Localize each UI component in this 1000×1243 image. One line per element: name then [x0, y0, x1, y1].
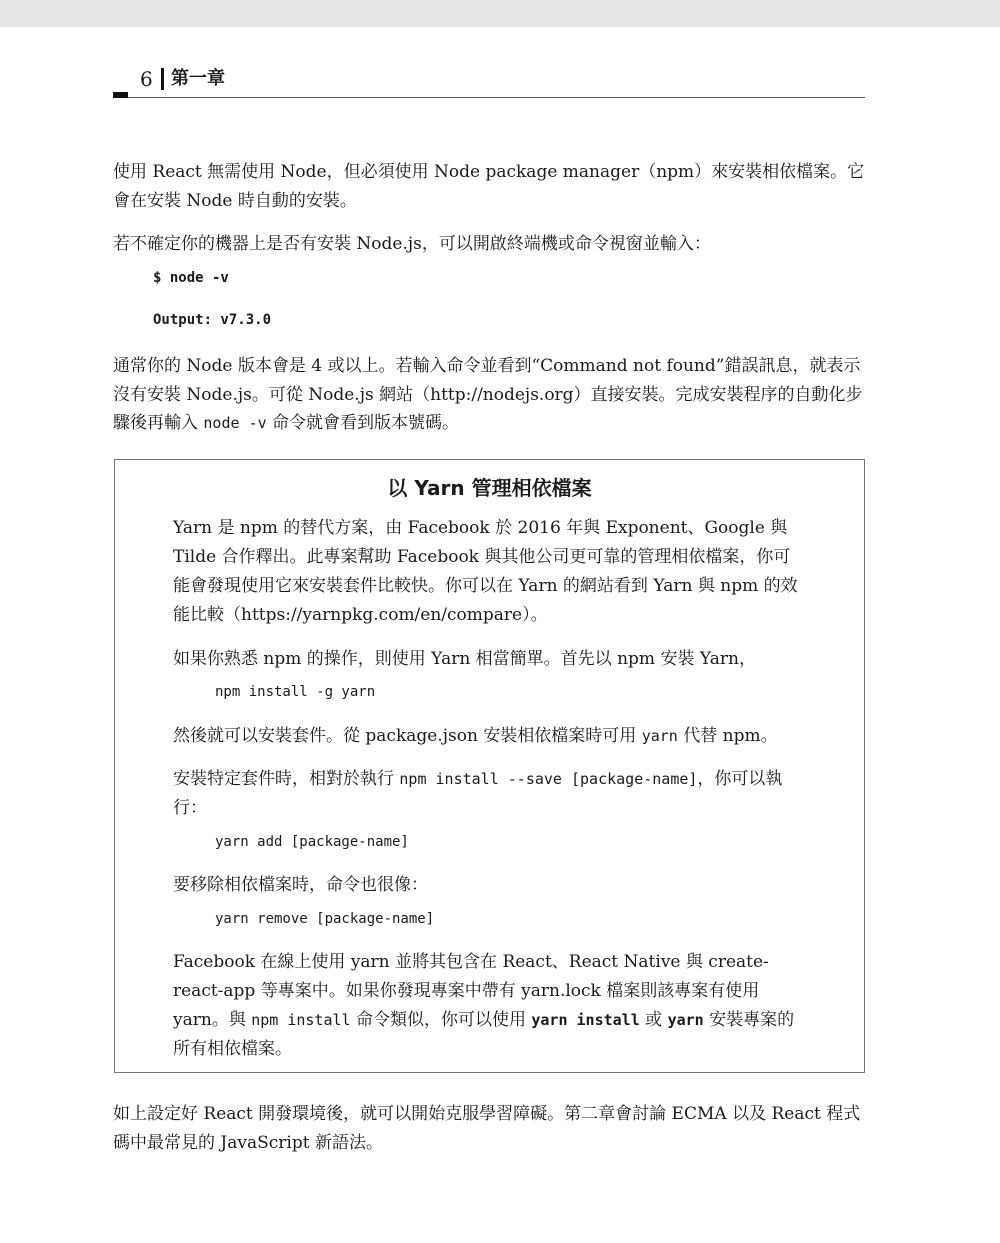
- yarn-sidebar-box: [114, 459, 865, 1073]
- intro-paragraph-1: 使用 React 無需使用 Node，但必須使用 Node package manager（npm）來安裝相依檔案。它會在安裝 Node 時自動的安裝。: [113, 162, 865, 211]
- sidebar-p6-text-a: Facebook 在線上使用 yarn 並將其包含在 React、React Native 與 create-react-app 等專案中。如果你發現專案中帶有 yarn.lock 檔案則該專案有使用 yarn。與: [173, 952, 769, 1030]
- sidebar-paragraph-4: [173, 765, 805, 823]
- intro-p3-text-b: 命令就會看到版本號碼。: [266, 413, 460, 433]
- page-number: 6: [140, 67, 153, 91]
- sidebar-p4-text-a: 安裝特定套件時，相對於執行: [173, 769, 400, 789]
- intro-paragraph-2: 若不確定你的機器上是否有安裝 Node.js，可以開啟終端機或命令視窗並輸入：: [113, 234, 711, 254]
- intro-paragraph-3: [113, 352, 865, 438]
- inline-code-npm-install-save: npm install --save [package-name]: [399, 770, 698, 788]
- inline-code-yarn-bold: yarn: [667, 1011, 704, 1029]
- sidebar-p3-text-b: 代替 npm。: [677, 726, 778, 746]
- intro-p3-text-a: 通常你的 Node 版本會是 4 或以上。若輸入命令並看到“Command not found”錯誤訊息，就表示沒有安裝 Node.js。可從 Node.js 網站（http://nodejs.org）直接安裝。完成安裝程序的自動化步驟後再輸入: [113, 356, 863, 433]
- header-marker: [113, 92, 128, 98]
- code-npm-install-yarn: npm install -g yarn: [215, 684, 376, 700]
- sidebar-paragraph-2: 如果你熟悉 npm 的操作，則使用 Yarn 相當簡單。首先以 npm 安裝 Yarn，: [173, 649, 756, 669]
- inline-code-node-v: node -v: [203, 414, 267, 432]
- sidebar-p3-text-a: 然後就可以安裝套件。從 package.json 安裝相依檔案時可用: [173, 726, 642, 746]
- code-node-version: $ node -v: [153, 270, 229, 286]
- header-divider: [161, 68, 164, 90]
- sidebar-paragraph-6: [173, 948, 805, 1064]
- sidebar-paragraph-1: Yarn 是 npm 的替代方案，由 Facebook 於 2016 年與 Exponent、Google 與 Tilde 合作釋出。此專案幫助 Facebook 與其他公司更可靠的管理相依檔案，你可能會發現使用它來安裝套件比較快。你可以在 Yarn 的網站看到 Yarn 與 npm 的效能比較（https://yarnpkg.com/en/compare）。: [173, 518, 798, 625]
- code-output: Output: v7.3.0: [153, 312, 272, 328]
- inline-code-yarn: yarn: [641, 727, 678, 745]
- sidebar-p6-text-d: 安裝專案的所有相依檔案。: [173, 1010, 795, 1059]
- page-header: [113, 64, 865, 98]
- code-yarn-remove: yarn remove [package-name]: [215, 911, 435, 927]
- sidebar-p6-text-b: 命令類似，你可以使用: [350, 1010, 532, 1030]
- inline-code-yarn-install: yarn install: [531, 1011, 640, 1029]
- sidebar-paragraph-3: [173, 722, 805, 751]
- inline-code-npm-install: npm install: [251, 1011, 351, 1029]
- code-yarn-add: yarn add [package-name]: [215, 834, 409, 850]
- sidebar-p4-text-b: ，你可以執行：: [173, 769, 783, 818]
- sidebar-paragraph-5: 要移除相依檔案時，命令也很像：: [173, 875, 428, 895]
- top-scan-band: [0, 0, 1000, 27]
- sidebar-title: 以 Yarn 管理相依檔案: [387, 476, 592, 500]
- closing-paragraph: 如上設定好 React 開發環境後，就可以開始克服學習障礙。第二章會討論 ECMA 以及 React 程式碼中最常見的 JavaScript 新語法。: [113, 1104, 861, 1153]
- chapter-title: 第一章: [171, 68, 225, 89]
- sidebar-p6-text-c: 或: [639, 1010, 668, 1030]
